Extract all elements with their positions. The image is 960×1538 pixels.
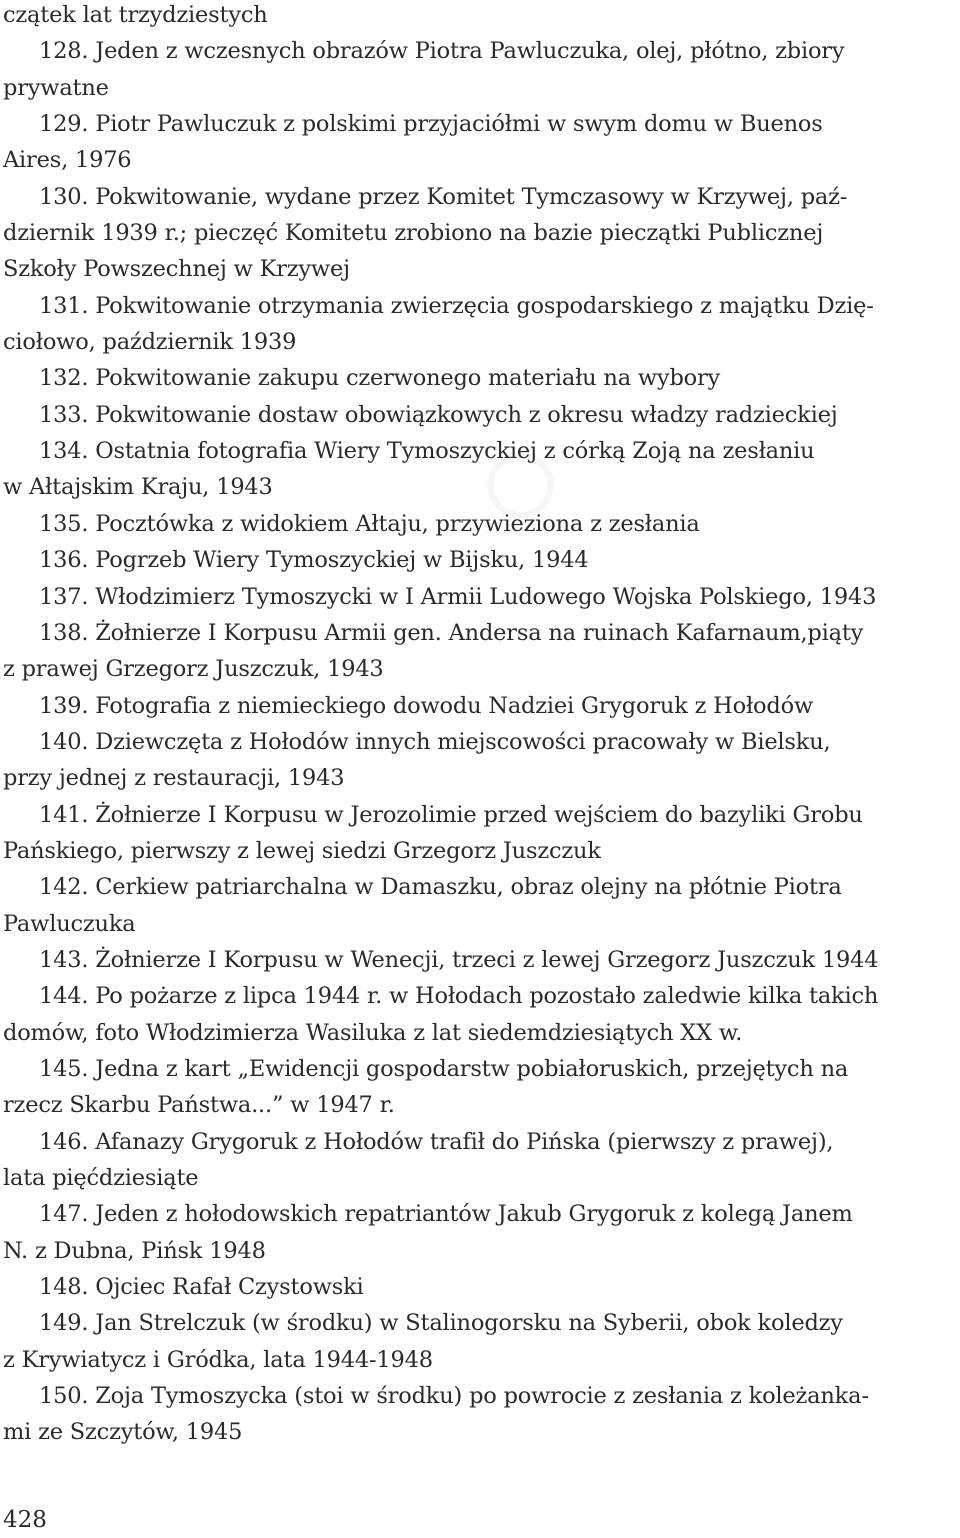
text-line: 138. Żołnierze I Korpusu Armii gen. Andersa na ruinach Kafarnaum,piąty	[39, 619, 864, 646]
text-line: 133. Pokwitowanie dostaw obowiązkowych z okresu władzy radzieckiej	[39, 401, 838, 428]
text-line: lata pięćdziesiąte	[3, 1165, 199, 1191]
text-line: 130. Pokwitowanie, wydane przez Komitet Tymczasowy w Krzywej, paź-	[39, 183, 848, 210]
text-line: N. z Dubna, Pińsk 1948	[3, 1237, 266, 1264]
text-line: przy jednej z restauracji, 1943	[3, 765, 345, 792]
text-line: 135. Pocztówka z widokiem Ałtaju, przywieziona z zesłania	[39, 510, 700, 537]
text-line: dziernik 1939 r.; pieczęć Komitetu zrobiono na bazie pieczątki Publicznej	[3, 220, 824, 247]
text-line: Pawluczuka	[3, 910, 136, 937]
text-line: mi ze Szczytów, 1945	[3, 1419, 243, 1446]
caption-list	[3, 0, 957, 1451]
text-line: 140. Dziewczęta z Hołodów innych miejscowości pracowały w Bielsku,	[39, 728, 831, 755]
text-line: z prawej Grzegorz Juszczuk, 1943	[3, 656, 384, 683]
text-line: 142. Cerkiew patriarchalna w Damaszku, obraz olejny na płótnie Piotra	[39, 874, 842, 901]
text-line: 144. Po pożarze z lipca 1944 r. w Hołodach pozostało zaledwie kilka takich	[39, 983, 879, 1010]
text-line: 137. Włodzimierz Tymoszycki w I Armii Ludowego Wojska Polskiego, 1943	[39, 583, 877, 610]
text-line: 145. Jedna z kart „Ewidencji gospodarstw pobiałoruskich, przejętych na	[39, 1055, 849, 1082]
text-line: z Krywiatycz i Gródka, lata 1944-1948	[3, 1346, 433, 1373]
text-line: 146. Afanazy Grygoruk z Hołodów trafił do Pińska (pierwszy z prawej),	[39, 1128, 834, 1155]
text-line: rzecz Skarbu Państwa...” w 1947 r.	[3, 1092, 395, 1119]
text-line: Pańskiego, pierwszy z lewej siedzi Grzegorz Juszczuk	[3, 837, 601, 864]
text-line: 141. Żołnierze I Korpusu w Jerozolimie przed wejściem do bazyliki Grobu	[39, 801, 863, 828]
text-line: 136. Pogrzeb Wiery Tymoszyckiej w Bijsku, 1944	[39, 547, 589, 574]
text-line: 149. Jan Strelczuk (w środku) w Stalinogorsku na Syberii, obok koledzy	[39, 1310, 843, 1337]
text-line: w Ałtajskim Kraju, 1943	[3, 474, 273, 501]
text-line: Szkoły Powszechnej w Krzywej	[3, 256, 350, 283]
text-line: 134. Ostatnia fotografia Wiery Tymoszyckiej z córką Zoją na zesłaniu	[39, 438, 815, 465]
text-line: 128. Jeden z wczesnych obrazów Piotra Pawluczuka, olej, płótno, zbiory	[39, 38, 845, 65]
text-line: 150. Zoja Tymoszycka (stoi w środku) po powrocie z zesłania z koleżanka-	[39, 1383, 869, 1410]
text-line: Aires, 1976	[3, 147, 132, 174]
page-number: 428	[3, 1507, 47, 1533]
text-line: 139. Fotografia z niemieckiego dowodu Nadziei Grygoruk z Hołodów	[39, 692, 813, 719]
text-line: 147. Jeden z hołodowskich repatriantów Jakub Grygoruk z kolegą Janem	[39, 1201, 853, 1228]
text-line: 132. Pokwitowanie zakupu czerwonego materiału na wybory	[39, 365, 721, 392]
text-line: 148. Ojciec Rafał Czystowski	[39, 1274, 364, 1301]
text-line: ciołowo, październik 1939	[3, 329, 297, 356]
text-line: czątek lat trzydziestych	[3, 2, 268, 28]
text-line: domów, foto Włodzimierza Wasiluka z lat siedemdziesiątych XX w.	[3, 1019, 743, 1046]
text-line: prywatne	[3, 74, 109, 101]
text-line: 131. Pokwitowanie otrzymania zwierzęcia gospodarskiego z majątku Dzię-	[39, 292, 874, 319]
text-line: 143. Żołnierze I Korpusu w Wenecji, trzeci z lewej Grzegorz Juszczuk 1944	[39, 946, 879, 973]
text-line: 129. Piotr Pawluczuk z polskimi przyjaciółmi w swym domu w Buenos	[39, 111, 823, 138]
